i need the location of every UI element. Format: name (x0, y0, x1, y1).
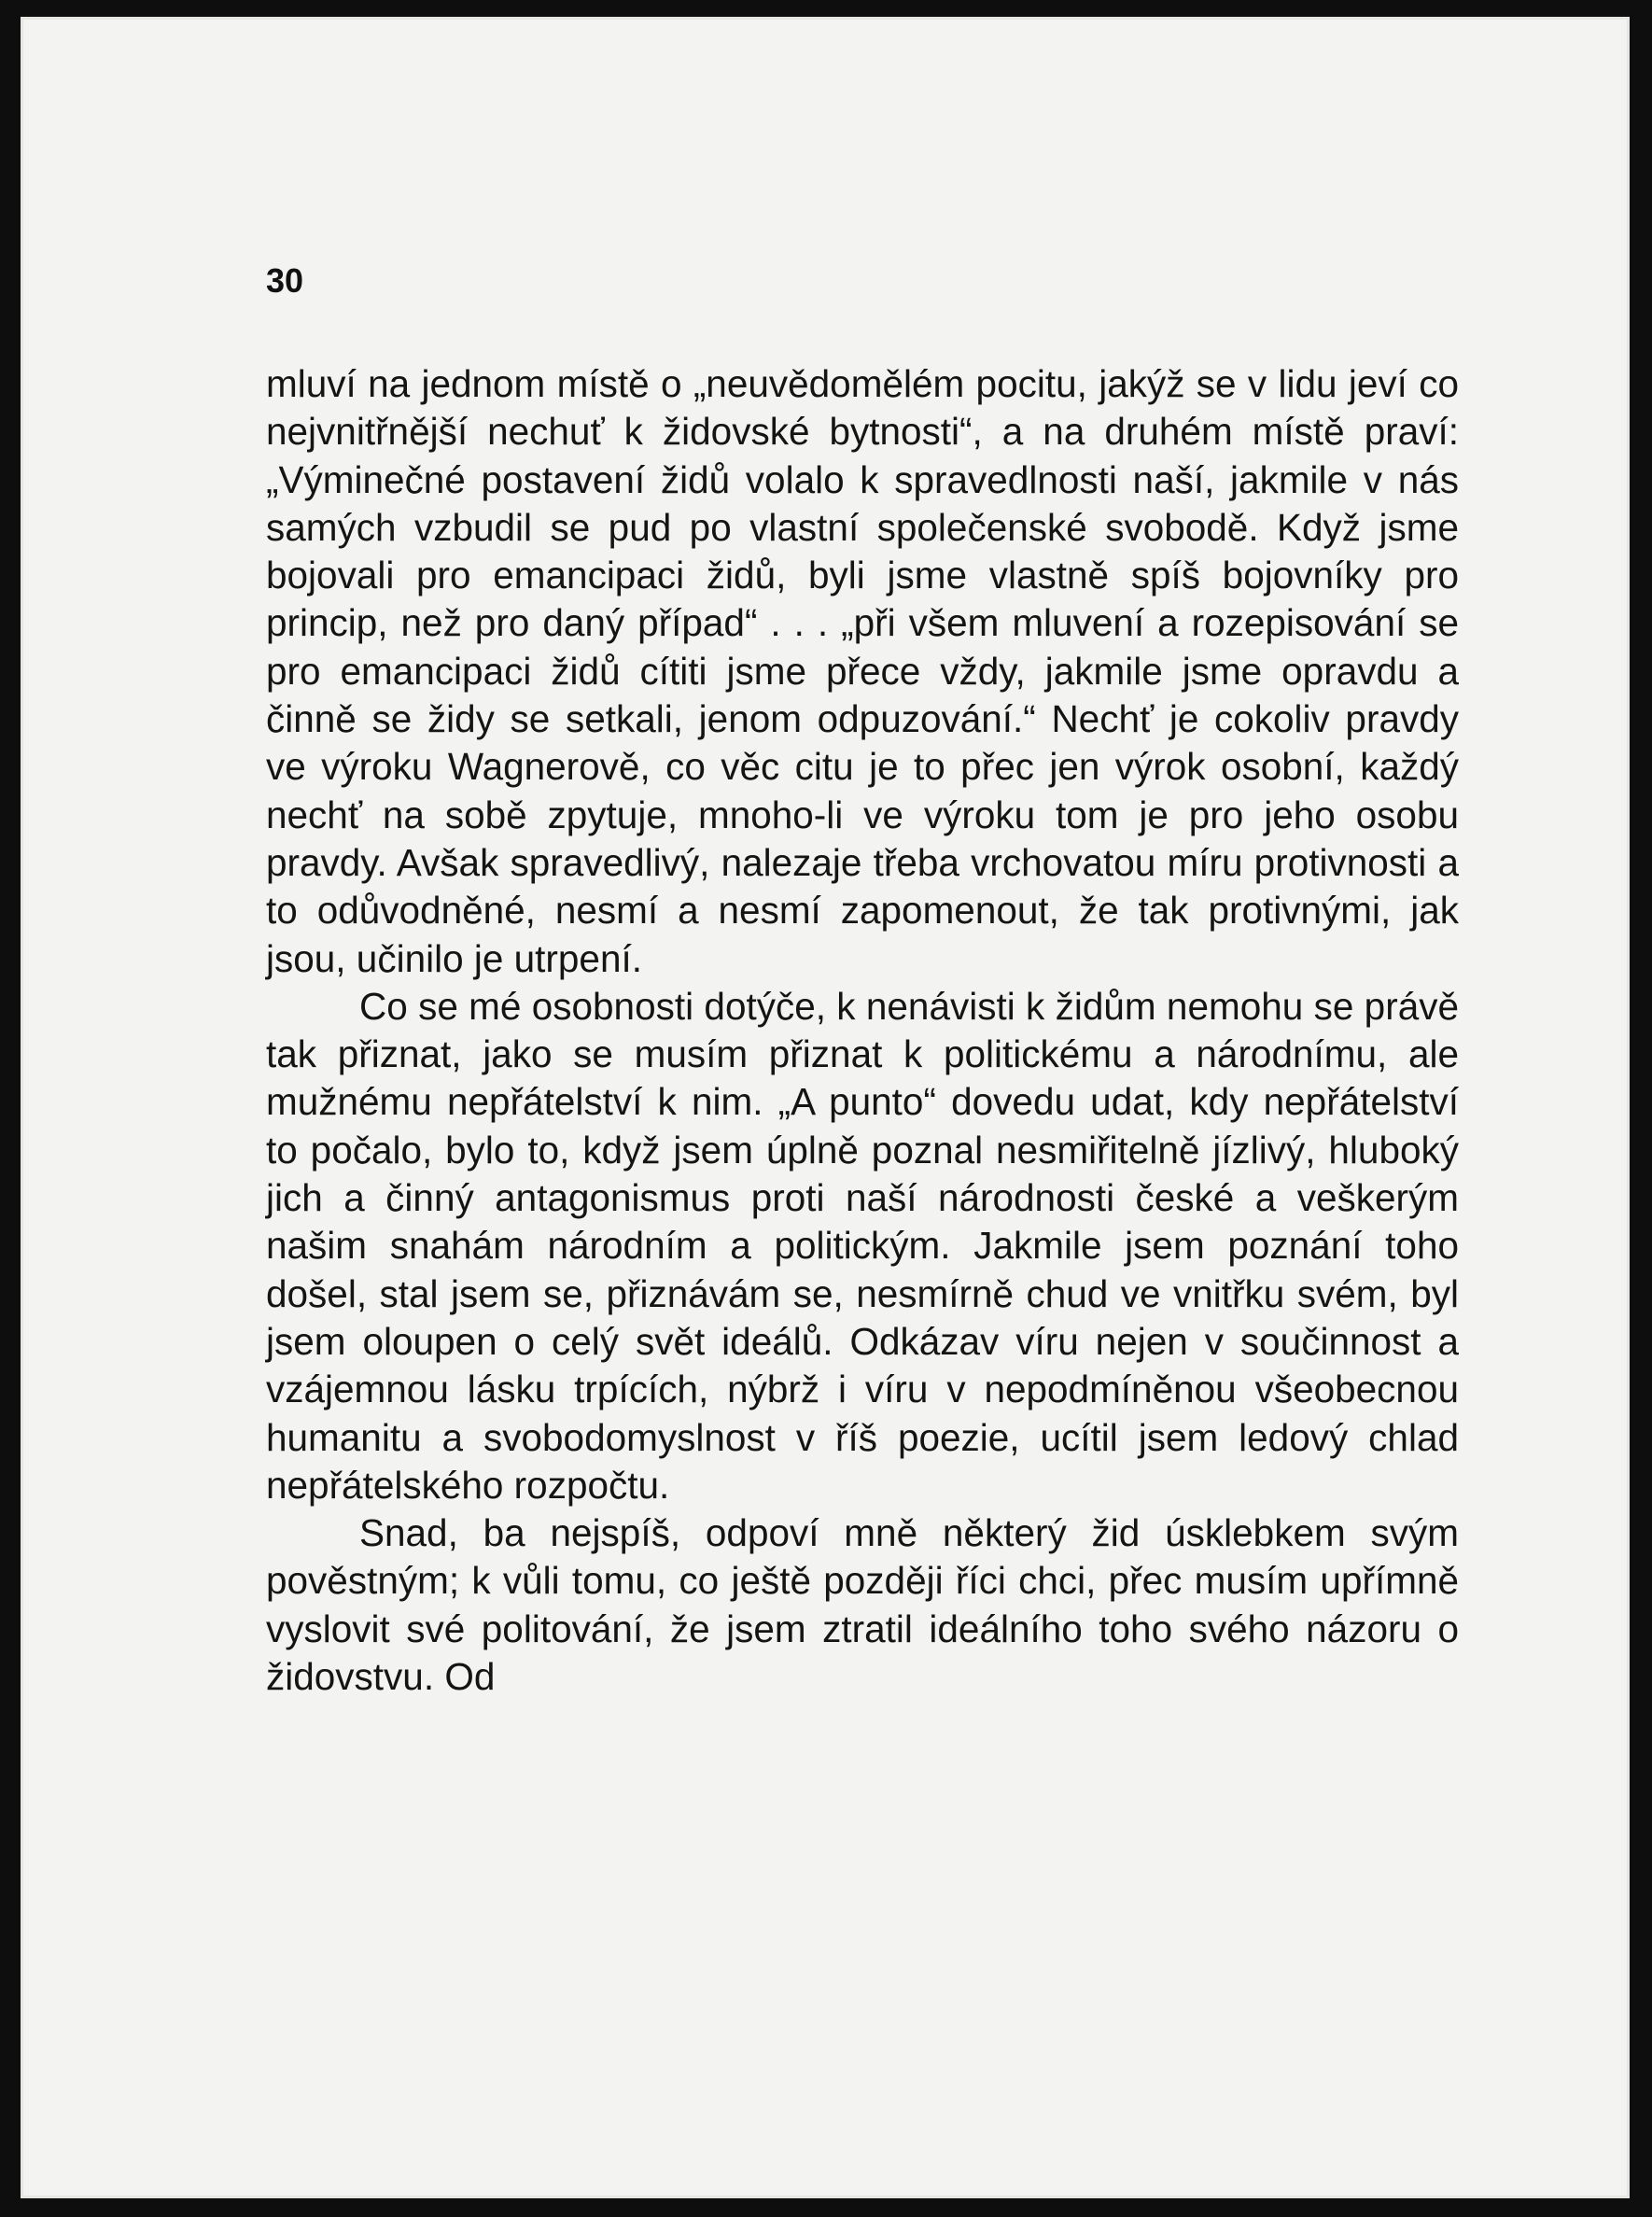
body-text (266, 360, 1459, 1701)
book-page (21, 17, 1630, 2198)
page-number: 30 (266, 261, 304, 300)
paragraph: Co se mé osobnosti dotýče, k nenávisti k židům nemohu se právě tak přiznat, jako se musím přiznat k politickému a národnímu, ale mužnému nepřátelství k nim. „A punto“ dovedu udat, kdy nepřátelství to počalo, bylo to, když jsem úplně poznal nesmiřitelně jízlivý, hluboký jich a činný antagonismus proti naší národnosti české a veškerým našim snahám národním a politickým. Jakmile jsem poznání toho došel, stal jsem se, přiznávám se, nesmírně chud ve vnitřku svém, byl jsem oloupen o celý svět ideálů. Odkázav víru nejen v součinnost a vzájemnou lásku trpících, nýbrž i víru v nepodmíněnou všeobecnou humanitu a svobodomyslnost v říš poezie, ucítil jsem ledový chlad nepřátelského rozpočtu. (266, 984, 1459, 1507)
paragraph: Snad, ba nejspíš, odpoví mně některý žid úsklebkem svým pověstným; k vůli tomu, co ještě později říci chci, přec musím upřímně vyslovit své politování, že jsem ztratil ideálního toho svého názoru o židovstvu. Od (266, 1511, 1459, 1699)
paragraph: mluví na jednom místě o „neuvědomělém pocitu, jakýž se v lidu jeví co nejvnitřnější nechuť k židovské bytnosti“, a na druhém místě praví: „Výminečné postavení židů volalo k spravedlnosti naší, jakmile v nás samých vzbudil se pud po vlastní společenské svobodě. Když jsme bojovali pro emancipaci židů, byli jsme vlastně spíš bojovníky pro princip, než pro daný případ“ . . . „při všem mluvení a rozepisování se pro emancipaci židů cítiti jsme přece vždy, jakmile jsme opravdu a činně se židy se setkali, jenom odpuzování.“ Nechť je cokoliv pravdy ve výroku Wagnerově, co věc citu je to přec jen výrok osobní, každý nechť na sobě zpytuje, mnoho-li ve výroku tom je pro jeho osobu pravdy. Avšak spravedlivý, nalezaje třeba vrchovatou míru protivnosti a to odůvodněné, nesmí a nesmí zapomenout, že tak protivnými, jak jsou, učinilo je utrpení. (266, 362, 1459, 980)
